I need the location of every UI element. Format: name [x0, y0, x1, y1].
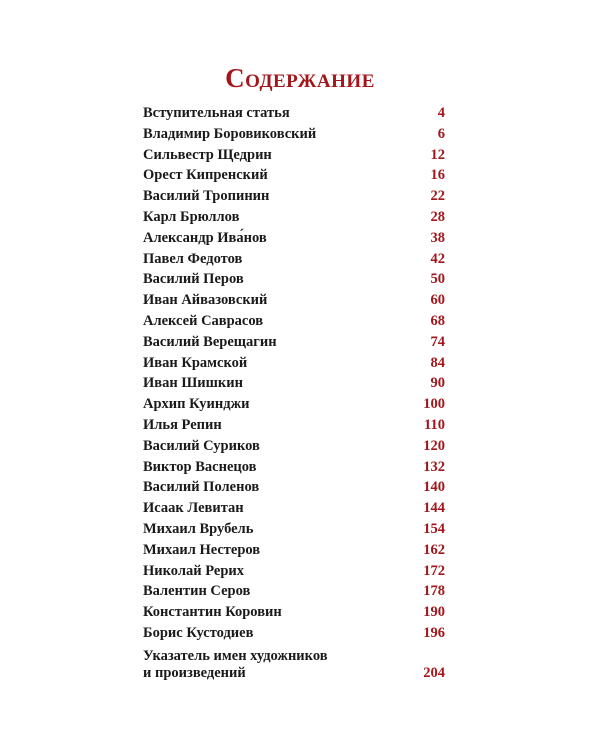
toc-entry-title-line1: Указатель имен художников — [143, 647, 328, 664]
toc-entry-title: Михаил Нестеров — [143, 541, 261, 558]
toc-entry-title: Иван Шишкин — [143, 375, 243, 392]
toc-entry-page: 38 — [430, 229, 445, 246]
toc-entry-index[interactable] — [143, 646, 445, 682]
toc-entry-page: 144 — [423, 500, 445, 517]
toc-entry-page: 190 — [423, 604, 445, 621]
toc-entry-title: Михаил Врубель — [143, 520, 254, 537]
toc-entry-page: 22 — [430, 188, 445, 205]
toc-entry[interactable] — [143, 602, 445, 623]
toc-entry[interactable] — [143, 353, 445, 374]
toc-entry-title: Виктор Васнецов — [143, 458, 257, 475]
toc-entry-title: Иван Крамской — [143, 354, 248, 371]
toc-entry[interactable] — [143, 623, 445, 644]
toc-entry-title: Архип Куинджи — [143, 396, 250, 413]
toc-entry-title: Илья Репин — [143, 416, 222, 433]
toc-entry[interactable] — [143, 269, 445, 290]
toc-entry-page: 100 — [423, 396, 445, 413]
toc-entry-page: 42 — [430, 250, 445, 267]
toc-entry-title: Николай Рерих — [143, 562, 244, 579]
toc-entry-title: Сильвестр Щедрин — [143, 146, 272, 163]
toc-entry[interactable] — [143, 561, 445, 582]
toc-entry-page: 74 — [430, 333, 445, 350]
toc-entry-title — [143, 648, 328, 682]
toc-entry[interactable] — [143, 228, 445, 249]
toc-entry-title: Карл Брюллов — [143, 208, 240, 225]
toc-entry-title: Вступительная статья — [143, 105, 290, 121]
toc-entry[interactable] — [143, 311, 445, 332]
toc-entry-page: 132 — [423, 458, 445, 475]
toc-entry-page: 12 — [430, 146, 445, 163]
toc-entry-page: 110 — [424, 416, 445, 433]
toc-entry-title: Павел Федотов — [143, 250, 243, 267]
toc-entry-title: Василий Тропинин — [143, 188, 270, 205]
page-title: Содержание — [225, 63, 375, 93]
toc-entry-title: Владимир Боровиковский — [143, 125, 317, 142]
toc-entry[interactable] — [143, 165, 445, 186]
toc-entry-page: 154 — [423, 520, 445, 537]
toc-entry[interactable] — [143, 436, 445, 457]
toc-entry-title: Александр Ива́нов — [143, 229, 267, 246]
toc-entry[interactable] — [143, 124, 445, 145]
toc-entry-page: 172 — [423, 562, 445, 579]
toc-entry[interactable] — [143, 332, 445, 353]
toc-entry-title: Валентин Серов — [143, 583, 251, 600]
toc-entry[interactable] — [143, 373, 445, 394]
toc-entry[interactable] — [143, 457, 445, 478]
toc-entry-title: Василий Верещагин — [143, 333, 277, 350]
toc-entry[interactable] — [143, 415, 445, 436]
toc-entry-page: 120 — [423, 437, 445, 454]
toc-entry[interactable] — [143, 477, 445, 498]
toc-entry-page: 162 — [423, 541, 445, 558]
toc-entry[interactable] — [143, 145, 445, 166]
toc-entry-title: Василий Перов — [143, 271, 244, 288]
toc-entry-page: 28 — [430, 208, 445, 225]
toc-entry-page: 4 — [437, 105, 445, 121]
toc-entry-page: 60 — [430, 292, 445, 309]
toc-entry[interactable] — [143, 519, 445, 540]
toc-entry-title: Константин Коровин — [143, 604, 282, 621]
toc-entry[interactable] — [143, 207, 445, 228]
toc-entry-page: 196 — [423, 624, 445, 641]
toc-entry[interactable] — [143, 186, 445, 207]
toc-entry[interactable] — [143, 498, 445, 519]
toc-entry-title-line2: и произведений — [143, 664, 246, 681]
toc-entry-page: 90 — [430, 375, 445, 392]
toc-entry-page: 16 — [430, 167, 445, 184]
toc-entry-page: 84 — [430, 354, 445, 371]
toc-entry-page: 50 — [430, 271, 445, 288]
toc-entry-page: 140 — [423, 479, 445, 496]
toc-entry-page: 6 — [437, 125, 445, 142]
table-of-contents — [143, 103, 445, 682]
toc-entry[interactable] — [143, 540, 445, 561]
toc-entry[interactable] — [143, 103, 445, 124]
toc-entry-title: Василий Суриков — [143, 437, 260, 454]
toc-entry-title: Иван Айвазовский — [143, 292, 268, 309]
toc-entry-title: Исаак Левитан — [143, 500, 244, 517]
toc-entry-page: 178 — [423, 583, 445, 600]
toc-entry[interactable] — [143, 249, 445, 270]
toc-entry-page: 68 — [430, 312, 445, 329]
toc-entry[interactable] — [143, 394, 445, 415]
toc-entry-title: Василий Поленов — [143, 479, 260, 496]
toc-entry-title: Алексей Саврасов — [143, 312, 264, 329]
toc-entry[interactable] — [143, 581, 445, 602]
toc-entry-title: Борис Кустодиев — [143, 624, 254, 641]
toc-entry[interactable] — [143, 290, 445, 311]
toc-entry-page: 204 — [423, 664, 445, 681]
toc-entry-title: Орест Кипренский — [143, 167, 268, 184]
